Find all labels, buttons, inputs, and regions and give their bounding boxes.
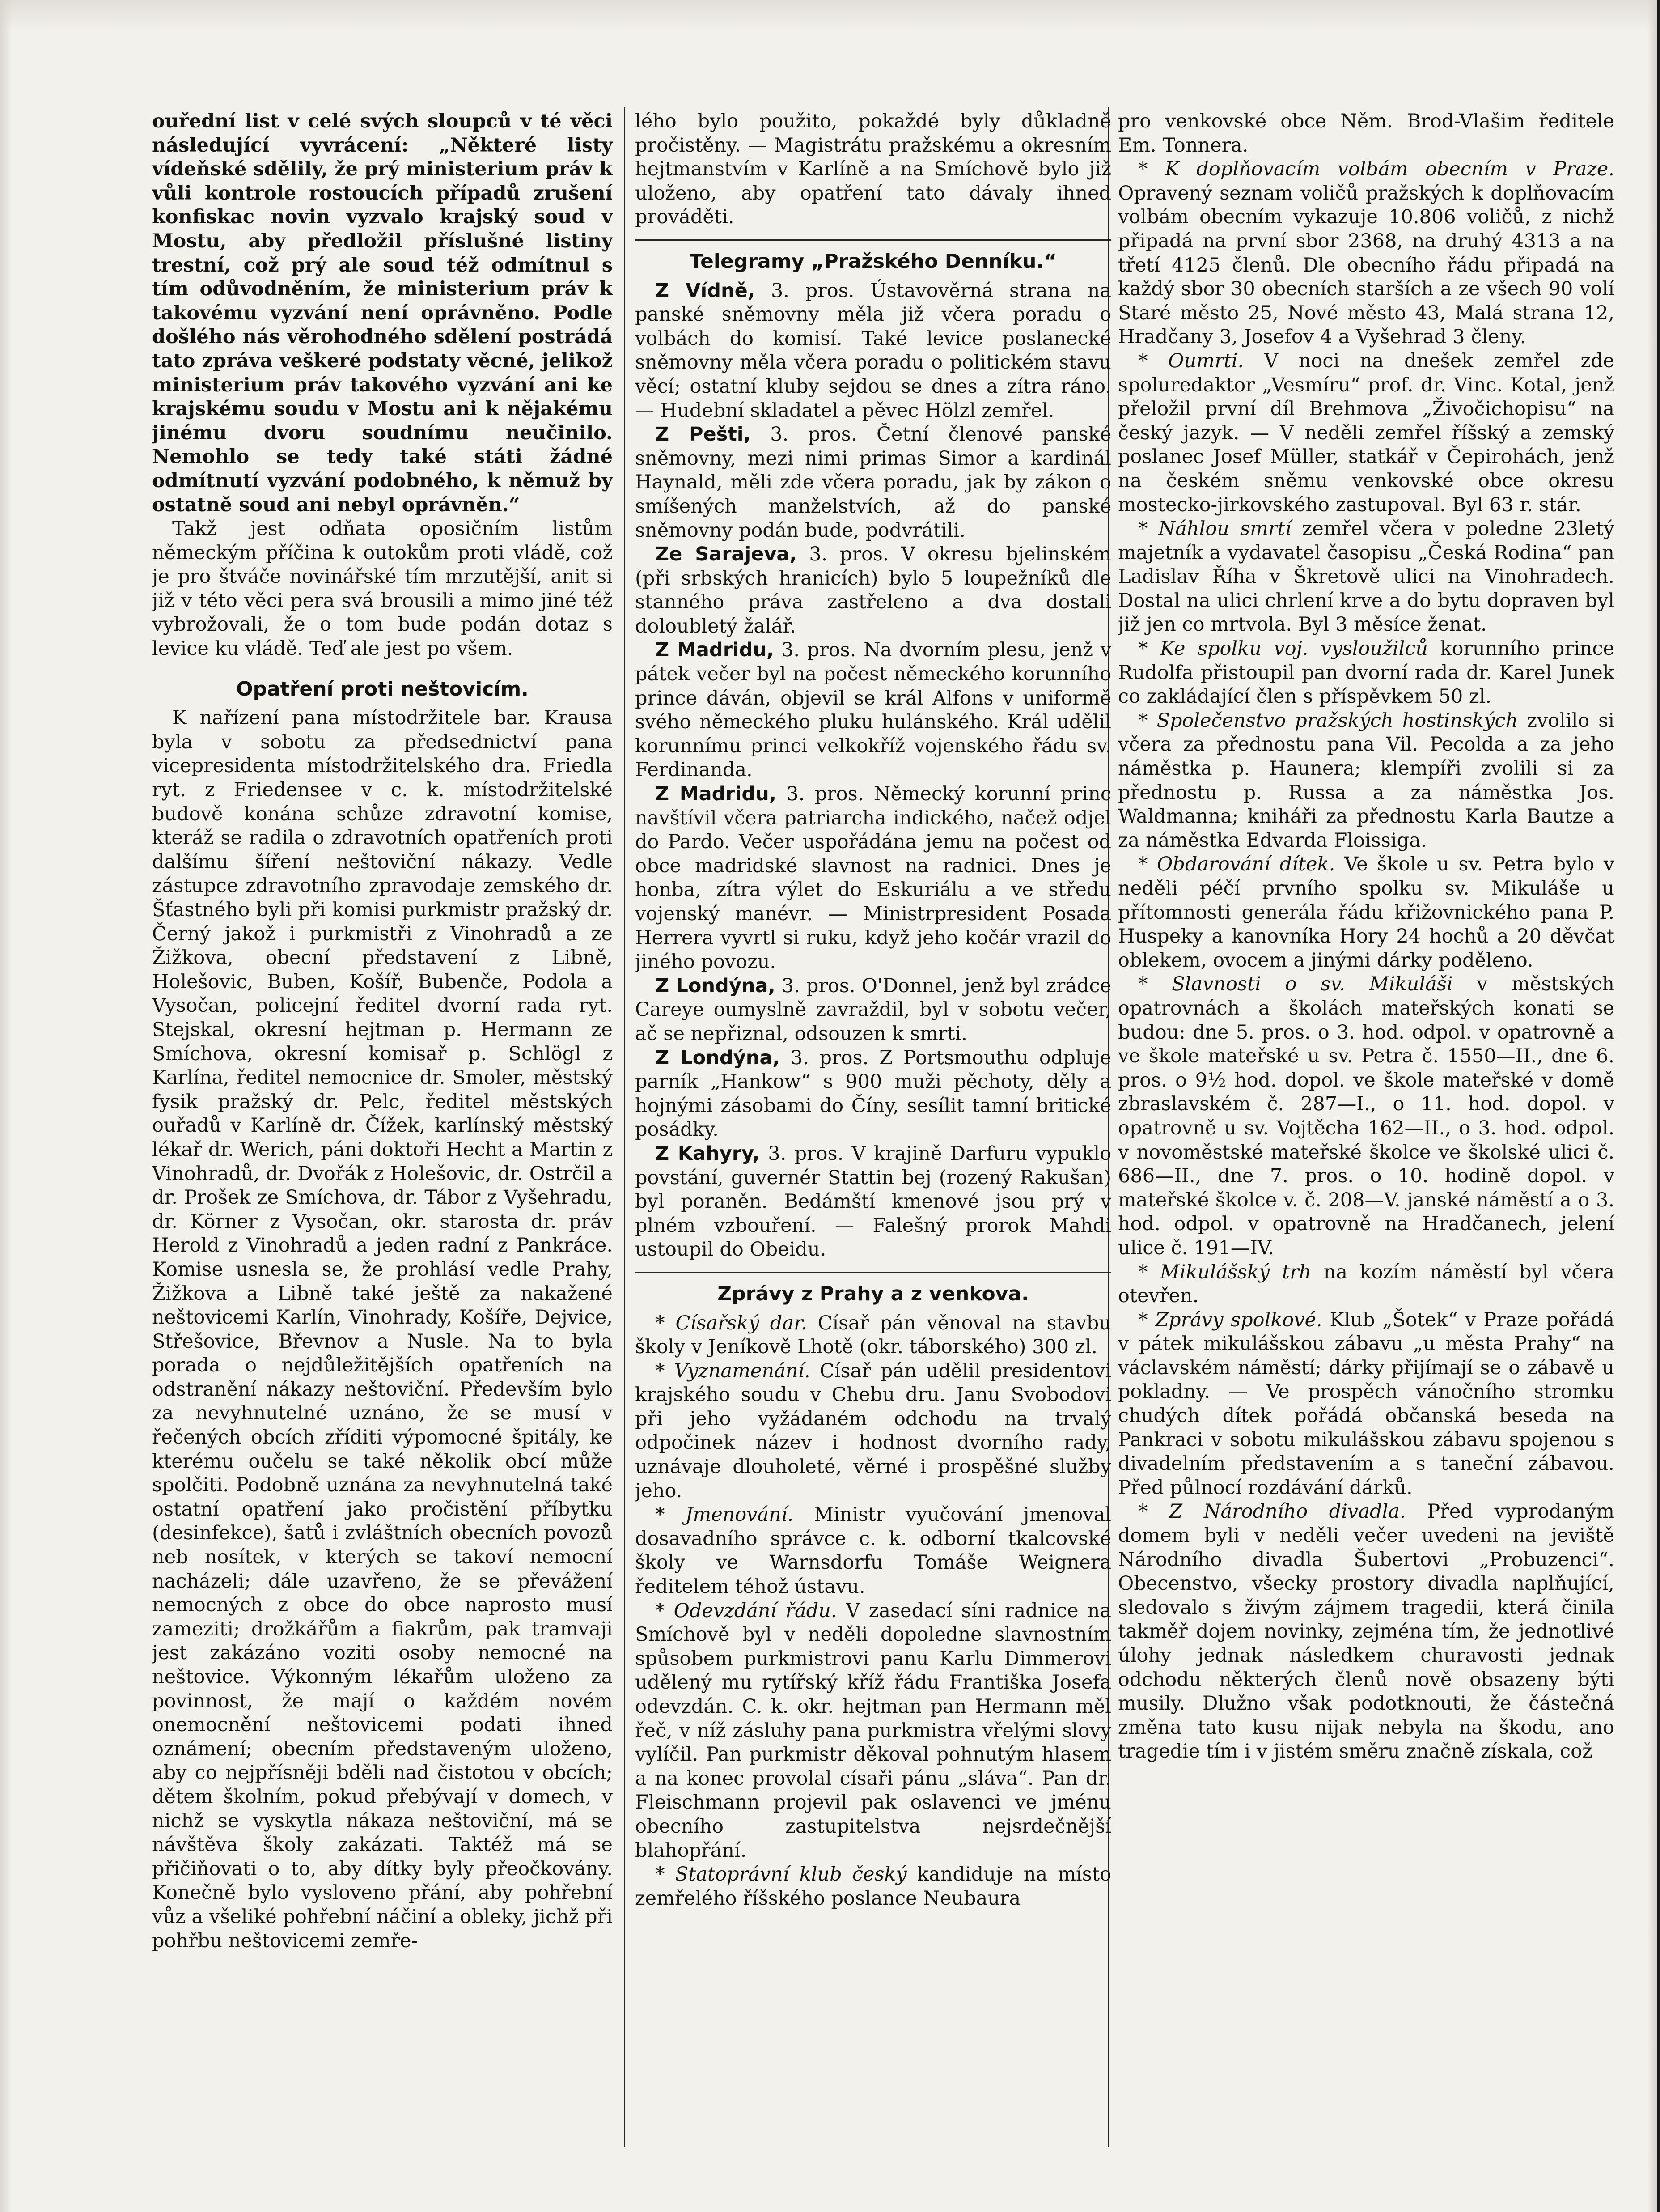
section-heading: Zprávy z Prahy a z venkova. bbox=[717, 1282, 1029, 1305]
telegram-item bbox=[635, 279, 1111, 423]
telegram-text: 3. pros. Na dvorním plesu, jenž v pátek večer byl na počest německého korunního prince dáván, objevil se král Alfons v uniformě svého německého pluku hulánského. Král udělil korunnímu princi velkokříž vojenského řádu sv. Ferdinanda. bbox=[635, 639, 1111, 781]
news-item-text: Opravený seznam voličů pražských k doplňovacím volbám obecním vykazuje 10.806 voličů, z nichž připadá na první sbor 2368, na druhý 4313 a na třetí 4125 členů. Dle obecního řádu připadá na každý sbor 30 obecních starších a ze všech 90 volí Staré město 25, Nové město 43, Malá strana 12, Hradčany 3, Josefov 4 a Vyšehrad 3 členy. bbox=[1118, 182, 1614, 348]
telegram-item bbox=[635, 1046, 1111, 1142]
telegram-item bbox=[635, 1142, 1111, 1262]
telegram-text: 3. pros. Ústavověrná strana na panské sněmovny měla již včera poradu o volbách do komisí. Také levice poslanecké sněmovny měla včera poradu o politickém stavu věcí; ostatní kluby sejdou se dnes a zítra ráno. — Hudební skladatel a pěvec Hölzl zemřel. bbox=[635, 279, 1111, 422]
news-item bbox=[1118, 972, 1614, 1260]
news-item-title: * Ke spolku voj. vysloužilců bbox=[1138, 637, 1428, 660]
news-item-title: * Zprávy spolkové. bbox=[1138, 1308, 1322, 1331]
news-item-text: zvolilo si včera za přednostu pana Vil. Pecolda a za jeho náměstka p. Haunera; klempíři zvolili si za přednostu p. Russa a za náměstka Jos. Waldmanna; kniháři za přednostu Karla Bautze a za náměstka Edvarda Floissiga. bbox=[1118, 709, 1614, 852]
news-item-title: * Slavnosti o sv. Mikuláši bbox=[1138, 973, 1453, 996]
telegram-text: 3. pros. V okresu bjelinském (při srbských hranicích) bylo 5 loupežníků dle stanného práva zastřeleno a dva dostali doloubletý žalář. bbox=[635, 543, 1111, 637]
news-item-text: Ve škole u sv. Petra bylo v neděli péčí prvního spolku sv. Mikuláše u přítomnosti generála řádu křižovnického pana P. Huspeky a kanovníka Hory 24 hochů a 20 děvčat oblekem, ovocem a jinými dárky poděleno. bbox=[1118, 853, 1614, 972]
telegram-item bbox=[635, 423, 1111, 543]
telegram-text: 3. pros. Četní členové panské sněmovny, mezi nimi primas Simor a kardinál Haynald, měli zde včera poradu, jak by zákon o smíšených manželstvích, až do panské sněmovny podán bude, podvrátili. bbox=[635, 423, 1111, 542]
news-item-title: * Císařský dar. bbox=[655, 1312, 807, 1334]
telegram-text: 3. pros. O'Donnel, jenž byl zrádce Careye oumyslně zavraždil, byl v sobotu večer, ač se nepřiznal, odsouzen k smrti. bbox=[635, 974, 1111, 1045]
column-3 bbox=[1118, 110, 1614, 2154]
news-item bbox=[1118, 1261, 1614, 1308]
news-item bbox=[1118, 349, 1614, 517]
page-top-shadow bbox=[0, 0, 1660, 31]
news-item-title: * Jmenování. bbox=[655, 1503, 794, 1526]
news-item-title: * Odevzdání řádu. bbox=[655, 1599, 837, 1622]
news-item-title: * Náhlou smrtí bbox=[1138, 518, 1292, 540]
news-item bbox=[635, 1312, 1111, 1359]
column-1 bbox=[152, 110, 613, 2154]
news-item-text: Před vyprodaným domem byli v neděli večer uvedeni na jeviště Národního divadla Šubertovi „Probuzenci“. Obecenstvo, všecky prostory divadla naplňující, sledovalo s živým zájmem tragedii, která činila takměř dojem novinky, zejména tím, že jednotlivé úlohy jednak následkem churavosti jednak odchodu některých členů nově obsazeny býti musily. Dlužno však podotknouti, že částečná změna tato kusu nijak nebyla na škodu, ano tragedie tím i v jistém směru značně získala, což bbox=[1118, 1500, 1614, 1763]
news-item-text: V zasedací síni radnice na Smíchově byl v neděli dopoledne slavnostním spůsobem purkmistrovi panu Karlu Dimmerovi udělený mu rytířský kříž řádu Františka Josefa odevzdán. C. k. okr. hejtman pan Hermann měl řeč, v níž zásluhy pana purkmistra vřelými slovy vylíčil. Pan purkmistr děkoval pohnutým hlasem a na konec provolal císaři pánu „sláva“. Pan dr. Fleischmann projevil pak oslavenci ve jménu obecního zastupitelstva nejsrdečnější blahopřání. bbox=[635, 1599, 1111, 1862]
news-item-title: * Obdarování dítek. bbox=[1138, 853, 1335, 876]
telegram-text: 3. pros. V krajině Darfuru vypuklo povstání, guvernér Stattin bej (rozený Rakušan) byl poraněn. Bedámští kmenové jsou prý v plném vzbouření. — Falešný prorok Mahdi ustoupil do Obeidu. bbox=[635, 1142, 1111, 1261]
news-item bbox=[1118, 1308, 1614, 1500]
news-item bbox=[1118, 637, 1614, 709]
telegram-place: Z Madridu, bbox=[655, 783, 777, 806]
news-item-title: * K doplňovacím volbám obecním v Praze. bbox=[1138, 158, 1614, 181]
telegram-text: 3. pros. Z Portsmouthu odpluje parník „Hankow“ s 900 muži pěchoty, děly a hojnými zásobami do Číny, sesílit tamní britické posádky. bbox=[635, 1046, 1111, 1141]
article-paragraph: K nařízení pana místodržitele bar. Krausa byla v sobotu za předsednictví pana vicepresidenta místodržitelského dra. Friedla ryt. z Friedensee v c. k. místodržitelské budově konána schůze zdravotní komise, kteráž se radila o zdravotních opatřeních proti dalšímu šíření neštoviční nákazy. Vedle zástupce zdravotního zpravodaje zemského dr. Šťastného byli při komisi purkmistr pražský dr. Černý jakož i purkmistři z Vinohradů a ze Žižkova, obecní představení z Libně, Holešovic, Buben, Košíř, Bubenče, Podola a Vysočan, policejní ředitel dvorní rada ryt. Stejskal, okresní hejtman p. Hermann ze Smíchova, okresní komisař p. Schlögl z Karlína, ředitel nemocnice dr. Smoler, městský fysik pražský dr. Pelc, ředitel městských ouřadů v Karlíně dr. Čížek, karlínský městský lékař dr. Werich, páni doktoři Hecht a Martin z Vinohradů, dr. Dvořák z Holešovic, dr. Ostrčil a dr. Prošek ze Smíchova, dr. Tábor z Vyšehradu, dr. Körner z Vysočan, okr. starosta dr. práv Herold z Vinohradů a jeden radní z Pankráce. Komise usnesla se, že prohlásí vedle Prahy, Žižkova a Libně také ještě za nakažené neštovicemi Karlín, Vinohrady, Košíře, Dejvice, Střešovice, Břevnov a Nusle. Na to byla porada o nejdůležitějších opatřeních na odstranění nákazy neštoviční. Především bylo za nevyhnutelné uznáno, že se musí v řečených obcích zříditi výpomocné špitály, ke kterému oučelu se také několik obcí může spolčiti. Podobně uznána za nevyhnutelná také ostatní opatření jako pročistění příbytku (desinfekce), šatů i zvláštních obecních povozů neb nosítek, v kterých se takoví nemocní nacházeli; dále uzavřeno, že se převážení nemocných z obce do obce naprosto musí zameziti; drožkářům a fiakrům, pak tramvaji jest zakázáno voziti osoby nemocné na neštovice. Výkonným lékařům uloženo za povinnost, že mají o každém novém onemocnění neštovicemi podati ihned oznámení; obecním představeným uloženo, aby co nejpřísněji bděli nad čistotou v obcích; dětem školním, pokud přebývají v domech, v nichž se vyskytla nákaza neštoviční, má se návštěva školy zakázati. Taktéž má se přičiňovati o to, aby dítky byly přeočkovány. Konečně bylo vysloveno přání, aby pohřební vůz a všeliké pohřební náčiní a obleky, jichž při pohřbu neštovicemi zemře- bbox=[152, 707, 613, 1952]
telegram-item bbox=[635, 543, 1111, 638]
news-item-text: kandiduje na místo zemřelého říšského poslance Neubaura bbox=[635, 1863, 1111, 1910]
news-item bbox=[635, 1599, 1111, 1863]
telegram-place: Z Kahyry, bbox=[655, 1142, 760, 1165]
column-2 bbox=[635, 110, 1111, 2154]
section-heading: Telegramy „Pražského Denníku.“ bbox=[689, 250, 1057, 273]
news-item-text: v městských opatrovnách a školách mateřských konati se budou: dne 5. pros. o 3. hod. odpol. v opatrovně a ve škole mateřské u sv. Petra č. 1550—II., dne 6. pros. o 9½ hod. dopol. ve škole mateřské v domě zbraslavském č. 287—I., o 11. hod. dopol. v opatrovně u sv. Vojtěcha 162—II., o 3. hod. odpol. v novoměstské mateřské školce ve školské ulici č. 686—II., dne 7. pros. o 10. hodině dopol. v mateřské školce v. č. 208—V. janské náměstí a o 3. hod. odpol. v opatrovně na Hradčanech, jelení ulice č. 191—IV. bbox=[1118, 973, 1614, 1259]
page-left-edge bbox=[0, 0, 13, 2212]
telegram-item bbox=[635, 974, 1111, 1046]
news-item bbox=[1118, 517, 1614, 637]
article-paragraph: lého bylo použito, pokaždé byly důkladně pročistěny. — Magistrátu pražskému a okresním hejtmanstvím v Karlíně a na Smíchově bylo již uloženo, aby opatření tato dávaly ihned prováděti. bbox=[635, 110, 1111, 229]
section-heading: Opatření proti neštovicím. bbox=[236, 677, 529, 701]
news-item-text: V noci na dnešek zemřel zde spoluredaktor „Vesmíru“ prof. dr. Vinc. Kotal, jenž přeložil první díl Brehmova „Živočichopisu“ na český jazyk. — V neděli zemřel říšský a zemský poslanec Josef Müller, statkář v Čepirohách, jenž na českém sněmu venkovské obce okresu mostecko-jirkovského zastupoval. Byl 63 r. stár. bbox=[1118, 349, 1614, 516]
news-item-text: korunního prince Rudolfa přistoupil pan dvorní rada dr. Karel Junek co zakládající člen s příspěvkem 50 zl. bbox=[1118, 637, 1614, 708]
news-item bbox=[635, 1863, 1111, 1911]
telegram-item bbox=[635, 638, 1111, 782]
news-item bbox=[635, 1503, 1111, 1599]
telegram-place: Z Madridu, bbox=[655, 639, 774, 662]
news-item-text: Císař pán udělil presidentovi krajského soudu v Chebu dru. Janu Svobodovi při jeho vyžádaném odchodu na trvalý odpočinek název i hodnost dvorního rady, uznávaje dlouholeté, věrné i prospěšné služby jeho. bbox=[635, 1359, 1111, 1502]
column-rule-1 bbox=[624, 107, 625, 2147]
news-item bbox=[1118, 1500, 1614, 1764]
news-item-text: zemřel včera v poledne 23letý majetník a vydavatel časopisu „Česká Rodina“ pan Ladislav Říha v Škretově ulici na Vinohradech. Dostal na ulici chrlení krve a do bytu dopraven byl již jen co mrtvola. Byl 3 měsíce ženat. bbox=[1118, 518, 1614, 636]
telegram-text: 3. pros. Německý korunní princ navštívil včera patriarcha indického, načež odjel do Pardo. Večer uspořádána jemu na počest od obce madridské slavnost na radnici. Dnes je honba, zítra výlet do Eskuriálu a ve středu vojenský manévr. — Ministrpresident Posada Herrera vyvrtl si ruku, když jeho kočár vrazil do jiného povozu. bbox=[635, 783, 1111, 973]
telegram-item bbox=[635, 782, 1111, 974]
news-item bbox=[1118, 157, 1614, 349]
news-item-text: Klub „Šotek“ v Praze pořádá v pátek mikulášskou zábavu „u města Prahy“ na václavském náměstí; dárky přijímají se o zábavě u pokladny. — Ve prospěch vánočního stromku chudých dítek pořádá občanská beseda na Pankraci v sobotu mikulášskou zábavu spojenou s divadelním představením a s taneční zábavou. Před půlnocí rozdávání dárků. bbox=[1118, 1308, 1614, 1499]
article-paragraph: pro venkovské obce Něm. Brod-Vlašim ředitele Em. Tonnera. bbox=[1118, 110, 1614, 157]
news-item-title: * Statoprávní klub český bbox=[655, 1863, 907, 1886]
section-divider bbox=[635, 1272, 1111, 1273]
article-paragraph: Takž jest odňata oposičním listům německým příčina k outokům proti vládě, což je pro štváče novinářské tím mrzutější, anit si již v této věci pera svá brousili a mimo jiné též vybrožovali, že o tom bude podán dotaz s levice ku vládě. Teď ale jest po všem. bbox=[152, 518, 613, 660]
news-item-title: * Mikulášský trh bbox=[1138, 1261, 1312, 1283]
news-item bbox=[635, 1359, 1111, 1503]
article-paragraph: ouřední list v celé svých sloupců v té věci následující vyvrácení: „Některé listy vídeňské sdělily, že prý ministerium práv k vůli kontrole rostoucích případů zrušení konfiskac novin vyzvalo krajský soud v Mostu, aby předložil příslušné listiny trestní, což prý ale soud též odmítnul s tím odůvodněním, že ministerium práv k takovému vyzvání není oprávněno. Podle došlého nás věrohodného sdělení postrádá tato zpráva veškeré podstaty věcné, jelikož ministerium práv takového vyzvání ani ke krajskému soudu v Mostu ani k nějakému jinému dvoru soudnímu neučinilo. Nemohlo se tedy také státi žádné odmítnutí vyzvání podobného, k němuž by ostatně soud ani nebyl oprávněn.“ bbox=[152, 110, 613, 516]
page-right-edge bbox=[1647, 0, 1660, 2212]
news-item-text: Ministr vyučování jmenoval dosavadního správce c. k. odborní tkalcovské školy ve Warnsdorfu Tomáše Weignera ředitelem téhož ústavu. bbox=[635, 1503, 1111, 1598]
news-item-title: * Vyznamenání. bbox=[655, 1359, 810, 1382]
news-item-title: * Z Národního divadla. bbox=[1138, 1500, 1406, 1523]
telegram-place: Ze Sarajeva, bbox=[655, 543, 797, 566]
telegram-place: Z Londýna, bbox=[655, 974, 775, 997]
news-item-title: * Společenstvo pražských hostinských bbox=[1138, 709, 1518, 732]
news-item-text: na kozím náměstí byl včera otevřen. bbox=[1118, 1261, 1614, 1308]
news-item-text: Císař pán věnoval na stavbu školy v Jeníkově Lhotě (okr. táborského) 300 zl. bbox=[635, 1312, 1111, 1359]
news-item bbox=[1118, 709, 1614, 853]
telegram-place: Z Pešti, bbox=[655, 423, 751, 446]
news-item bbox=[1118, 853, 1614, 972]
telegram-place: Z Londýna, bbox=[655, 1046, 780, 1069]
section-divider bbox=[635, 239, 1111, 241]
news-item-title: * Oumrti. bbox=[1138, 349, 1244, 372]
telegram-place: Z Vídně, bbox=[655, 279, 755, 302]
